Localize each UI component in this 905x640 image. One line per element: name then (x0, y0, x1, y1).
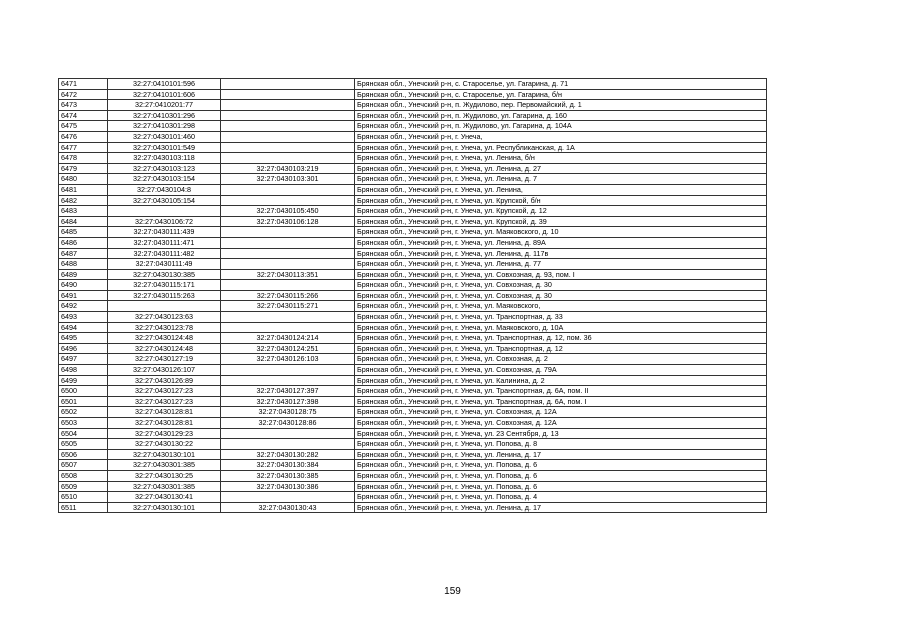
related-cadastral-number-cell: 32:27:0430124:214 (221, 333, 355, 344)
table-row (59, 216, 767, 227)
table-row (59, 110, 767, 121)
cadastral-number-cell: 32:27:0430103:118 (108, 153, 221, 164)
table-row (59, 396, 767, 407)
address-cell: Брянская обл., Унечский р-н, г. Унеча, ул. Маяковского, д. 10 (355, 227, 767, 238)
table-row (59, 248, 767, 259)
cadastral-number-cell: 32:27:0430104:8 (108, 184, 221, 195)
address-cell: Брянская обл., Унечский р-н, г. Унеча, ул. Транспортная, д. 6А, пом. II (355, 386, 767, 397)
table-row (59, 259, 767, 270)
cadastral-number-cell: 32:27:0410301:298 (108, 121, 221, 132)
cadastral-number-cell: 32:27:0430123:78 (108, 322, 221, 333)
related-cadastral-number-cell (221, 375, 355, 386)
cadastral-number-cell: 32:27:0430111:482 (108, 248, 221, 259)
address-cell: Брянская обл., Унечский р-н, п. Жудилово, ул. Гагарина, д. 104А (355, 121, 767, 132)
address-cell: Брянская обл., Унечский р-н, г. Унеча, ул. 23 Сентября, д. 13 (355, 428, 767, 439)
row-number-cell: 6478 (59, 153, 108, 164)
table-row (59, 301, 767, 312)
related-cadastral-number-cell (221, 79, 355, 90)
row-number-cell: 6484 (59, 216, 108, 227)
address-cell: Брянская обл., Унечский р-н, г. Унеча, ул. Совхозная, д. 79А (355, 365, 767, 376)
row-number-cell: 6474 (59, 110, 108, 121)
row-number-cell: 6497 (59, 354, 108, 365)
related-cadastral-number-cell: 32:27:0430130:282 (221, 449, 355, 460)
related-cadastral-number-cell: 32:27:0430127:398 (221, 396, 355, 407)
row-number-cell: 6475 (59, 121, 108, 132)
related-cadastral-number-cell (221, 110, 355, 121)
cadastral-number-cell: 32:27:0430124:48 (108, 333, 221, 344)
row-number-cell: 6507 (59, 460, 108, 471)
related-cadastral-number-cell: 32:27:0430127:397 (221, 386, 355, 397)
related-cadastral-number-cell (221, 365, 355, 376)
address-cell: Брянская обл., Унечский р-н, г. Унеча, ул. Ленина, д. 7 (355, 174, 767, 185)
table-row (59, 269, 767, 280)
address-cell: Брянская обл., Унечский р-н, г. Унеча, ул. Транспортная, д. 6А, пом. I (355, 396, 767, 407)
table-row (59, 354, 767, 365)
cadastral-number-cell: 32:27:0430130:25 (108, 470, 221, 481)
table-row (59, 322, 767, 333)
cadastral-number-cell: 32:27:0430106:72 (108, 216, 221, 227)
address-cell: Брянская обл., Унечский р-н, г. Унеча, ул. Совхозная, д. 30 (355, 280, 767, 291)
address-cell: Брянская обл., Унечский р-н, г. Унеча, ул. Маяковского, (355, 301, 767, 312)
cadastral-number-cell: 32:27:0430130:101 (108, 449, 221, 460)
related-cadastral-number-cell: 32:27:0430103:219 (221, 163, 355, 174)
address-cell: Брянская обл., Унечский р-н, г. Унеча, ул. Совхозная, д. 2 (355, 354, 767, 365)
property-registry-table (58, 78, 767, 513)
table-row (59, 237, 767, 248)
row-number-cell: 6511 (59, 502, 108, 513)
row-number-cell: 6495 (59, 333, 108, 344)
row-number-cell: 6502 (59, 407, 108, 418)
related-cadastral-number-cell (221, 153, 355, 164)
page-number: 159 (444, 586, 461, 597)
cadastral-number-cell: 32:27:0430126:107 (108, 365, 221, 376)
address-cell: Брянская обл., Унечский р-н, г. Унеча, ул. Попова, д. 6 (355, 460, 767, 471)
table-row (59, 333, 767, 344)
related-cadastral-number-cell (221, 248, 355, 259)
row-number-cell: 6492 (59, 301, 108, 312)
table-row (59, 142, 767, 153)
cadastral-number-cell: 32:27:0430130:385 (108, 269, 221, 280)
row-number-cell: 6503 (59, 418, 108, 429)
address-cell: Брянская обл., Унечский р-н, г. Унеча, ул. Ленина, д. 77 (355, 259, 767, 270)
cadastral-number-cell: 32:27:0430130:22 (108, 439, 221, 450)
related-cadastral-number-cell (221, 322, 355, 333)
row-number-cell: 6490 (59, 280, 108, 291)
related-cadastral-number-cell (221, 237, 355, 248)
table-row (59, 343, 767, 354)
related-cadastral-number-cell: 32:27:0430103:301 (221, 174, 355, 185)
table-row (59, 375, 767, 386)
related-cadastral-number-cell (221, 259, 355, 270)
cadastral-number-cell: 32:27:0410101:596 (108, 79, 221, 90)
table-row (59, 481, 767, 492)
address-cell: Брянская обл., Унечский р-н, г. Унеча, ул. Ленина, д. 17 (355, 449, 767, 460)
table-row (59, 195, 767, 206)
row-number-cell: 6487 (59, 248, 108, 259)
address-cell: Брянская обл., Унечский р-н, г. Унеча, ул. Совхозная, д. 93, пом. I (355, 269, 767, 280)
related-cadastral-number-cell: 32:27:0430124:251 (221, 343, 355, 354)
cadastral-number-cell: 32:27:0430101:460 (108, 131, 221, 142)
address-cell: Брянская обл., Унечский р-н, г. Унеча, ул. Крупской, д. 12 (355, 206, 767, 217)
related-cadastral-number-cell: 32:27:0430128:75 (221, 407, 355, 418)
related-cadastral-number-cell (221, 439, 355, 450)
table-row (59, 89, 767, 100)
table-row (59, 365, 767, 376)
row-number-cell: 6486 (59, 237, 108, 248)
table-row (59, 153, 767, 164)
table-row (59, 460, 767, 471)
cadastral-number-cell: 32:27:0430103:123 (108, 163, 221, 174)
cadastral-number-cell: 32:27:0430130:41 (108, 492, 221, 503)
table-row (59, 121, 767, 132)
row-number-cell: 6496 (59, 343, 108, 354)
row-number-cell: 6473 (59, 100, 108, 111)
related-cadastral-number-cell (221, 227, 355, 238)
cadastral-number-cell: 32:27:0410301:296 (108, 110, 221, 121)
cadastral-number-cell: 32:27:0430105:154 (108, 195, 221, 206)
cadastral-number-cell: 32:27:0430111:49 (108, 259, 221, 270)
table-row (59, 290, 767, 301)
registry-table-body (59, 79, 767, 513)
table-row (59, 418, 767, 429)
related-cadastral-number-cell (221, 121, 355, 132)
table-row (59, 428, 767, 439)
cadastral-number-cell: 32:27:0430101:549 (108, 142, 221, 153)
table-row (59, 227, 767, 238)
row-number-cell: 6491 (59, 290, 108, 301)
row-number-cell: 6476 (59, 131, 108, 142)
table-row (59, 131, 767, 142)
address-cell: Брянская обл., Унечский р-н, г. Унеча, ул. Маяковского, д. 10А (355, 322, 767, 333)
table-row (59, 206, 767, 217)
row-number-cell: 6500 (59, 386, 108, 397)
related-cadastral-number-cell: 32:27:0430130:43 (221, 502, 355, 513)
cadastral-number-cell: 32:27:0430301:385 (108, 481, 221, 492)
related-cadastral-number-cell: 32:27:0430130:385 (221, 470, 355, 481)
table-row (59, 163, 767, 174)
cadastral-number-cell: 32:27:0430301:385 (108, 460, 221, 471)
address-cell: Брянская обл., Унечский р-н, г. Унеча, ул. Совхозная, д. 12А (355, 418, 767, 429)
row-number-cell: 6498 (59, 365, 108, 376)
related-cadastral-number-cell: 32:27:0430130:386 (221, 481, 355, 492)
related-cadastral-number-cell: 32:27:0430105:450 (221, 206, 355, 217)
related-cadastral-number-cell (221, 131, 355, 142)
row-number-cell: 6479 (59, 163, 108, 174)
cadastral-number-cell: 32:27:0410101:606 (108, 89, 221, 100)
cadastral-number-cell: 32:27:0430128:81 (108, 407, 221, 418)
address-cell: Брянская обл., Унечский р-н, г. Унеча, (355, 131, 767, 142)
cadastral-number-cell: 32:27:0430115:171 (108, 280, 221, 291)
row-number-cell: 6489 (59, 269, 108, 280)
row-number-cell: 6499 (59, 375, 108, 386)
row-number-cell: 6483 (59, 206, 108, 217)
cadastral-number-cell: 32:27:0430128:81 (108, 418, 221, 429)
row-number-cell: 6509 (59, 481, 108, 492)
address-cell: Брянская обл., Унечский р-н, г. Унеча, ул. Попова, д. 6 (355, 470, 767, 481)
table-row (59, 386, 767, 397)
cadastral-number-cell: 32:27:0430124:48 (108, 343, 221, 354)
row-number-cell: 6481 (59, 184, 108, 195)
related-cadastral-number-cell (221, 312, 355, 323)
cadastral-number-cell: 32:27:0430127:23 (108, 396, 221, 407)
row-number-cell: 6508 (59, 470, 108, 481)
row-number-cell: 6485 (59, 227, 108, 238)
row-number-cell: 6504 (59, 428, 108, 439)
address-cell: Брянская обл., Унечский р-н, п. Жудилово, пер. Первомайский, д. 1 (355, 100, 767, 111)
address-cell: Брянская обл., Унечский р-н, г. Унеча, ул. Ленина, б/н (355, 153, 767, 164)
address-cell: Брянская обл., Унечский р-н, г. Унеча, ул. Ленина, д. 89А (355, 237, 767, 248)
table-row (59, 280, 767, 291)
address-cell: Брянская обл., Унечский р-н, г. Унеча, ул. Транспортная, д. 33 (355, 312, 767, 323)
address-cell: Брянская обл., Унечский р-н, г. Унеча, ул. Транспортная, д. 12, пом. 36 (355, 333, 767, 344)
table-row (59, 502, 767, 513)
address-cell: Брянская обл., Унечский р-н, г. Унеча, ул. Крупской, д. 39 (355, 216, 767, 227)
related-cadastral-number-cell: 32:27:0430113:351 (221, 269, 355, 280)
cadastral-number-cell: 32:27:0430130:101 (108, 502, 221, 513)
address-cell: Брянская обл., Унечский р-н, г. Унеча, ул. Ленина, д. 117в (355, 248, 767, 259)
related-cadastral-number-cell: 32:27:0430115:271 (221, 301, 355, 312)
table-row (59, 470, 767, 481)
row-number-cell: 6505 (59, 439, 108, 450)
address-cell: Брянская обл., Унечский р-н, г. Унеча, ул. Крупской, б/н (355, 195, 767, 206)
address-cell: Брянская обл., Унечский р-н, г. Унеча, ул. Ленина, д. 27 (355, 163, 767, 174)
row-number-cell: 6506 (59, 449, 108, 460)
row-number-cell: 6482 (59, 195, 108, 206)
cadastral-number-cell: 32:27:0430111:439 (108, 227, 221, 238)
table-row (59, 79, 767, 90)
related-cadastral-number-cell (221, 184, 355, 195)
related-cadastral-number-cell (221, 428, 355, 439)
row-number-cell: 6493 (59, 312, 108, 323)
address-cell: Брянская обл., Унечский р-н, г. Унеча, ул. Транспортная, д. 12 (355, 343, 767, 354)
row-number-cell: 6510 (59, 492, 108, 503)
related-cadastral-number-cell (221, 195, 355, 206)
address-cell: Брянская обл., Унечский р-н, г. Унеча, ул. Попова, д. 4 (355, 492, 767, 503)
table-row (59, 184, 767, 195)
row-number-cell: 6488 (59, 259, 108, 270)
related-cadastral-number-cell: 32:27:0430130:384 (221, 460, 355, 471)
address-cell: Брянская обл., Унечский р-н, г. Унеча, ул. Совхозная, д. 30 (355, 290, 767, 301)
address-cell: Брянская обл., Унечский р-н, г. Унеча, ул. Ленина, д. 17 (355, 502, 767, 513)
address-cell: Брянская обл., Унечский р-н, с. Староселье, ул. Гагарина, д. 71 (355, 79, 767, 90)
related-cadastral-number-cell (221, 280, 355, 291)
address-cell: Брянская обл., Унечский р-н, г. Унеча, ул. Ленина, (355, 184, 767, 195)
related-cadastral-number-cell: 32:27:0430115:266 (221, 290, 355, 301)
address-cell: Брянская обл., Унечский р-н, г. Унеча, ул. Попова, д. 6 (355, 481, 767, 492)
cadastral-number-cell: 32:27:0430127:23 (108, 386, 221, 397)
row-number-cell: 6477 (59, 142, 108, 153)
row-number-cell: 6472 (59, 89, 108, 100)
cadastral-number-cell: 32:27:0430115:263 (108, 290, 221, 301)
address-cell: Брянская обл., Унечский р-н, г. Унеча, ул. Попова, д. 8 (355, 439, 767, 450)
table-row (59, 449, 767, 460)
related-cadastral-number-cell (221, 142, 355, 153)
cadastral-number-cell: 32:27:0430129:23 (108, 428, 221, 439)
cadastral-number-cell: 32:27:0430111:471 (108, 237, 221, 248)
cadastral-number-cell: 32:27:0410201:77 (108, 100, 221, 111)
row-number-cell: 6480 (59, 174, 108, 185)
address-cell: Брянская обл., Унечский р-н, п. Жудилово, ул. Гагарина, д. 160 (355, 110, 767, 121)
table-row (59, 492, 767, 503)
table-row (59, 174, 767, 185)
row-number-cell: 6471 (59, 79, 108, 90)
cadastral-number-cell (108, 301, 221, 312)
related-cadastral-number-cell: 32:27:0430126:103 (221, 354, 355, 365)
address-cell: Брянская обл., Унечский р-н, г. Унеча, ул. Республиканская, д. 1А (355, 142, 767, 153)
related-cadastral-number-cell: 32:27:0430106:128 (221, 216, 355, 227)
cadastral-number-cell: 32:27:0430126:89 (108, 375, 221, 386)
table-row (59, 439, 767, 450)
address-cell: Брянская обл., Унечский р-н, с. Староселье, ул. Гагарина, б/н (355, 89, 767, 100)
cadastral-number-cell: 32:27:0430127:19 (108, 354, 221, 365)
row-number-cell: 6501 (59, 396, 108, 407)
cadastral-number-cell: 32:27:0430103:154 (108, 174, 221, 185)
related-cadastral-number-cell (221, 89, 355, 100)
cadastral-number-cell: 32:27:0430123:63 (108, 312, 221, 323)
related-cadastral-number-cell (221, 492, 355, 503)
related-cadastral-number-cell: 32:27:0430128:86 (221, 418, 355, 429)
cadastral-number-cell (108, 206, 221, 217)
row-number-cell: 6494 (59, 322, 108, 333)
related-cadastral-number-cell (221, 100, 355, 111)
table-row (59, 312, 767, 323)
address-cell: Брянская обл., Унечский р-н, г. Унеча, ул. Совхозная, д. 12А (355, 407, 767, 418)
address-cell: Брянская обл., Унечский р-н, г. Унеча, ул. Калинина, д. 2 (355, 375, 767, 386)
table-row (59, 100, 767, 111)
table-row (59, 407, 767, 418)
